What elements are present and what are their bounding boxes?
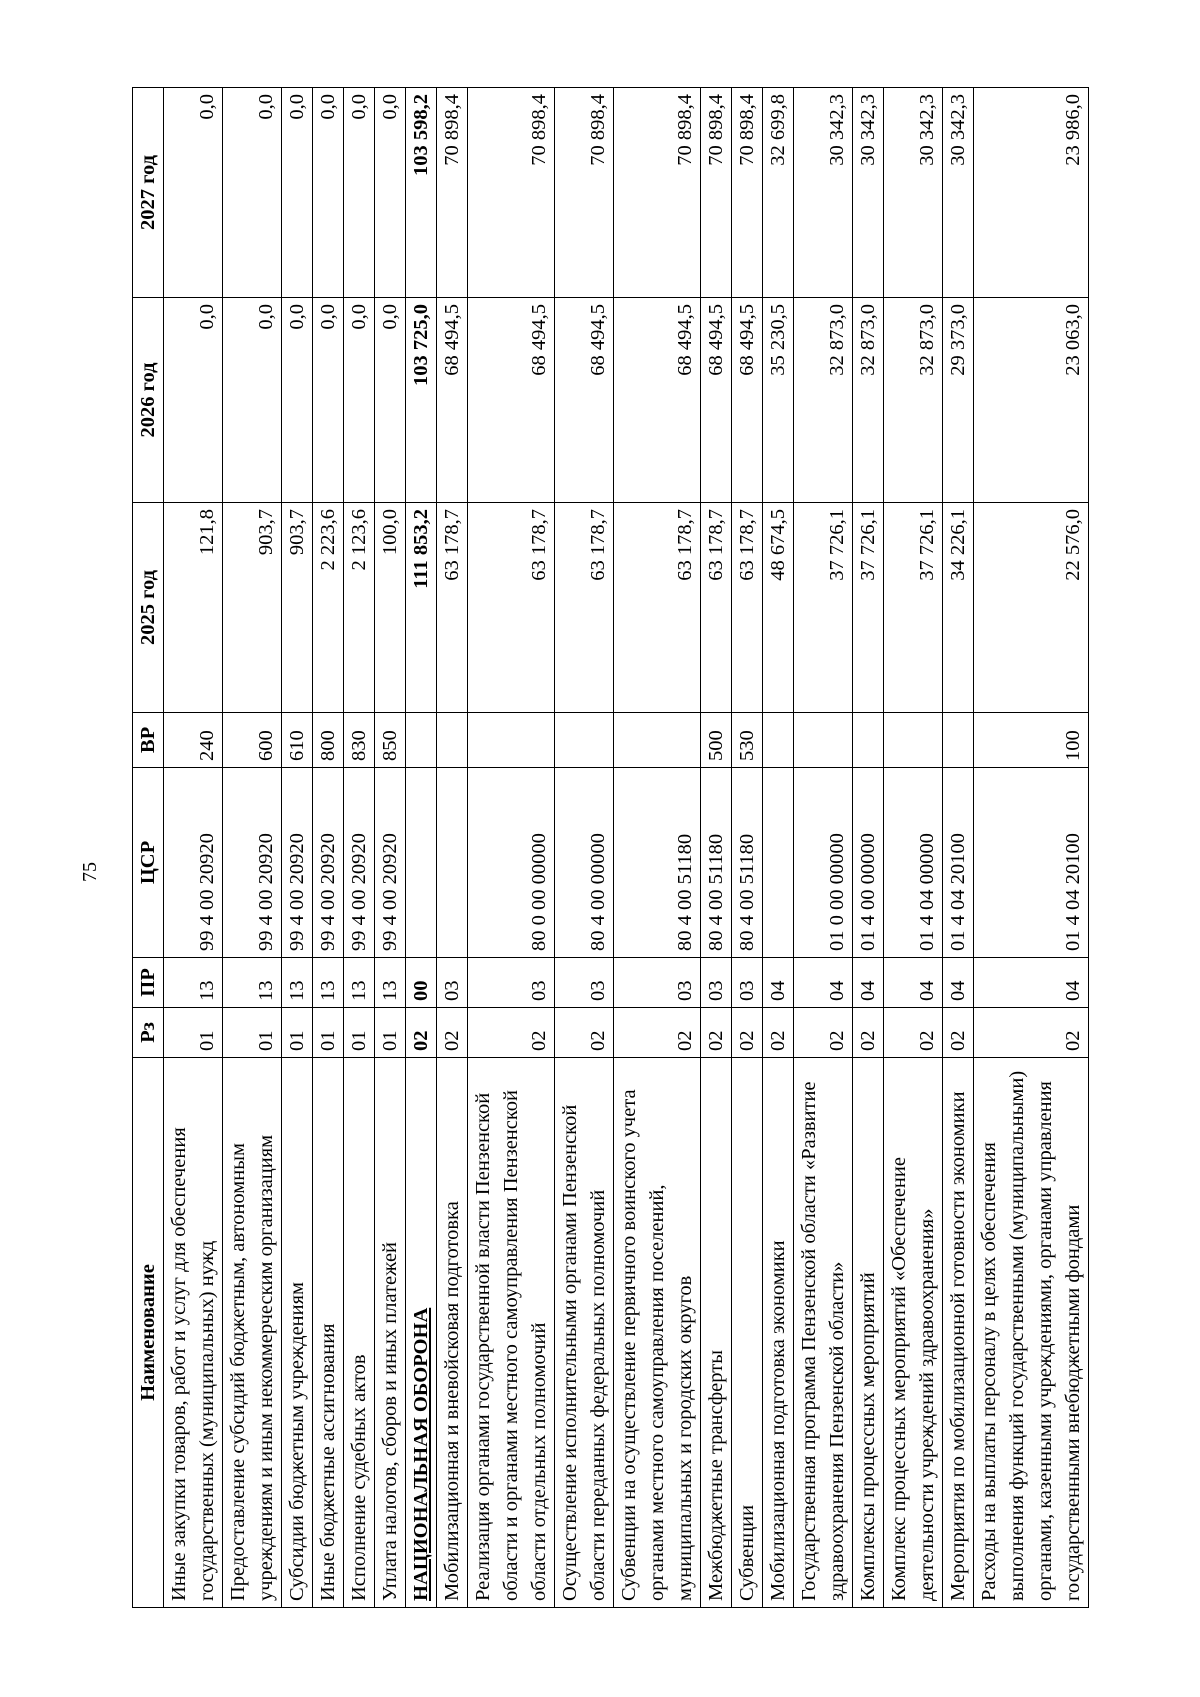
cell-rz: 02 [437,1008,468,1058]
cell-name: Мобилизационная и вневойсковая подготовка [437,1058,468,1608]
cell-pr: 03 [468,958,555,1008]
cell-rz: 02 [701,1008,732,1058]
cell-rz: 02 [732,1008,763,1058]
cell-2025: 2 223,6 [313,503,344,713]
table-row [164,88,223,1608]
cell-2025: 63 178,7 [555,503,614,713]
cell-rz: 01 [164,1008,223,1058]
table-row [701,88,732,1608]
cell-vr: 530 [732,713,763,768]
cell-vr [555,713,614,768]
cell-2026: 29 373,0 [943,298,974,503]
cell-2027: 70 898,4 [555,88,614,298]
header-rz: Рз [133,1008,164,1058]
cell-name: Комплекс процессных мероприятий «Обеспечение деятельности учреждений здравоохранения» [884,1058,943,1608]
cell-vr: 600 [223,713,282,768]
table-row [853,88,884,1608]
cell-vr [943,713,974,768]
cell-2026: 68 494,5 [614,298,701,503]
cell-csr: 80 0 00 00000 [468,768,555,958]
cell-name: Государственная программа Пензенской области «Развитие здравоохранения Пензенской области» [794,1058,853,1608]
cell-2027: 0,0 [344,88,375,298]
cell-pr: 03 [555,958,614,1008]
cell-2027: 70 898,4 [701,88,732,298]
cell-name: Иные закупки товаров, работ и услуг для обеспечения государственных (муниципальных) нужд [164,1058,223,1608]
cell-name: Реализация органами государственной власти Пензенской области и органами местного самоуправления Пензенской области отдельных полномочий [468,1058,555,1608]
cell-rz: 02 [614,1008,701,1058]
table-row [884,88,943,1608]
table-row [974,88,1089,1608]
header-name: Наименование [133,1058,164,1608]
cell-2025: 2 123,6 [344,503,375,713]
cell-csr: 99 4 00 20920 [282,768,313,958]
cell-pr: 13 [223,958,282,1008]
cell-rz: 02 [763,1008,794,1058]
table-row [437,88,468,1608]
cell-csr: 01 4 04 20100 [974,768,1089,958]
cell-2025: 37 726,1 [853,503,884,713]
cell-2026: 68 494,5 [468,298,555,503]
cell-vr [884,713,943,768]
table-body [164,88,1089,1608]
cell-csr: 01 0 00 00000 [794,768,853,958]
cell-pr: 13 [282,958,313,1008]
table-row [468,88,555,1608]
cell-2026: 32 873,0 [853,298,884,503]
cell-2025: 63 178,7 [732,503,763,713]
cell-name: Осуществление исполнительными органами Пензенской области переданных федеральных полномочий [555,1058,614,1608]
cell-2025: 63 178,7 [614,503,701,713]
cell-2026: 68 494,5 [437,298,468,503]
cell-2026: 32 873,0 [884,298,943,503]
cell-pr: 03 [732,958,763,1008]
cell-rz: 01 [223,1008,282,1058]
cell-name: Субвенции на осуществление первичного воинского учета органами местного самоуправления поселений, муниципальных и городских округов [614,1058,701,1608]
budget-table [132,87,1089,1608]
cell-name: Мобилизационная подготовка экономики [763,1058,794,1608]
header-pr: ПР [133,958,164,1008]
cell-2026: 68 494,5 [732,298,763,503]
cell-csr [437,768,468,958]
cell-name: Субсидии бюджетным учреждениям [282,1058,313,1608]
cell-pr: 04 [853,958,884,1008]
cell-csr: 99 4 00 20920 [375,768,406,958]
cell-2025: 111 853,2 [406,503,437,713]
table-row [555,88,614,1608]
cell-csr: 99 4 00 20920 [313,768,344,958]
cell-csr: 01 4 04 20100 [943,768,974,958]
cell-2026: 103 725,0 [406,298,437,503]
cell-2026: 0,0 [164,298,223,503]
cell-2025: 903,7 [282,503,313,713]
cell-2025: 37 726,1 [884,503,943,713]
cell-2026: 0,0 [282,298,313,503]
table-row [763,88,794,1608]
cell-2027: 30 342,3 [853,88,884,298]
cell-name: Исполнение судебных актов [344,1058,375,1608]
table-row [313,88,344,1608]
cell-vr [614,713,701,768]
cell-2026: 68 494,5 [701,298,732,503]
cell-csr: 01 4 00 00000 [853,768,884,958]
cell-rz: 02 [406,1008,437,1058]
cell-2027: 30 342,3 [943,88,974,298]
cell-csr: 99 4 00 20920 [344,768,375,958]
cell-2027: 0,0 [223,88,282,298]
cell-vr: 240 [164,713,223,768]
cell-2026: 0,0 [344,298,375,503]
cell-vr [853,713,884,768]
cell-name: Субвенции [732,1058,763,1608]
table-row [943,88,974,1608]
budget-table-container [132,88,1082,1608]
cell-vr: 800 [313,713,344,768]
table-row [344,88,375,1608]
cell-2025: 121,8 [164,503,223,713]
cell-2027: 32 699,8 [763,88,794,298]
cell-pr: 04 [884,958,943,1008]
cell-pr: 03 [614,958,701,1008]
cell-vr: 830 [344,713,375,768]
cell-vr [406,713,437,768]
cell-2025: 63 178,7 [701,503,732,713]
cell-vr: 850 [375,713,406,768]
cell-csr: 80 4 00 51180 [732,768,763,958]
cell-pr: 04 [974,958,1089,1008]
cell-2026: 0,0 [223,298,282,503]
cell-2027: 70 898,4 [437,88,468,298]
header-csr: ЦСР [133,768,164,958]
cell-rz: 02 [794,1008,853,1058]
cell-2027: 30 342,3 [884,88,943,298]
cell-name: Мероприятия по мобилизационной готовности экономики [943,1058,974,1608]
cell-pr: 00 [406,958,437,1008]
cell-2025: 100,0 [375,503,406,713]
cell-pr: 03 [437,958,468,1008]
cell-name: Иные бюджетные ассигнования [313,1058,344,1608]
cell-name: НАЦИОНАЛЬНАЯ ОБОРОНА [406,1058,437,1608]
cell-pr: 13 [344,958,375,1008]
table-row [223,88,282,1608]
cell-2027: 103 598,2 [406,88,437,298]
cell-vr [763,713,794,768]
cell-vr: 500 [701,713,732,768]
cell-csr [406,768,437,958]
cell-2025: 48 674,5 [763,503,794,713]
cell-vr [794,713,853,768]
cell-pr: 13 [375,958,406,1008]
table-row [794,88,853,1608]
cell-csr: 01 4 04 00000 [884,768,943,958]
cell-2026: 23 063,0 [974,298,1089,503]
cell-2027: 30 342,3 [794,88,853,298]
cell-2026: 68 494,5 [555,298,614,503]
cell-pr: 13 [164,958,223,1008]
cell-2027: 0,0 [313,88,344,298]
cell-rz: 02 [943,1008,974,1058]
table-row [614,88,701,1608]
cell-2026: 35 230,5 [763,298,794,503]
cell-csr: 80 4 00 51180 [701,768,732,958]
cell-2026: 0,0 [375,298,406,503]
cell-2025: 63 178,7 [468,503,555,713]
cell-vr [468,713,555,768]
cell-rz: 01 [344,1008,375,1058]
cell-pr: 13 [313,958,344,1008]
cell-rz: 02 [884,1008,943,1058]
cell-2025: 37 726,1 [794,503,853,713]
table-row [375,88,406,1608]
header-2027: 2027 год [133,88,164,298]
table-row [732,88,763,1608]
cell-2027: 23 986,0 [974,88,1089,298]
cell-pr: 04 [943,958,974,1008]
cell-csr: 99 4 00 20920 [223,768,282,958]
table-row [282,88,313,1608]
cell-rz: 01 [282,1008,313,1058]
cell-pr: 04 [794,958,853,1008]
cell-2027: 0,0 [282,88,313,298]
cell-2027: 0,0 [164,88,223,298]
cell-csr: 99 4 00 20920 [164,768,223,958]
table-row [406,88,437,1608]
cell-vr: 610 [282,713,313,768]
cell-name: Уплата налогов, сборов и иных платежей [375,1058,406,1608]
cell-csr [763,768,794,958]
cell-rz: 02 [974,1008,1089,1058]
cell-2025: 22 576,0 [974,503,1089,713]
header-vr: ВР [133,713,164,768]
header-2025: 2025 год [133,503,164,713]
cell-2027: 70 898,4 [732,88,763,298]
cell-rz: 02 [555,1008,614,1058]
cell-pr: 04 [763,958,794,1008]
cell-csr: 80 4 00 51180 [614,768,701,958]
cell-rz: 02 [468,1008,555,1058]
cell-2027: 0,0 [375,88,406,298]
cell-vr: 100 [974,713,1089,768]
cell-2027: 70 898,4 [468,88,555,298]
cell-2025: 63 178,7 [437,503,468,713]
cell-csr: 80 4 00 00000 [555,768,614,958]
cell-name: Межбюджетные трансферты [701,1058,732,1608]
cell-2026: 32 873,0 [794,298,853,503]
cell-rz: 02 [853,1008,884,1058]
cell-2025: 903,7 [223,503,282,713]
table-header-row [133,88,164,1608]
cell-vr [437,713,468,768]
cell-rz: 01 [375,1008,406,1058]
header-2026: 2026 год [133,298,164,503]
page-number: 75 [79,862,101,882]
cell-2025: 34 226,1 [943,503,974,713]
cell-name: Предоставление субсидий бюджетным, автономным учреждениям и иным некоммерческим организациям [223,1058,282,1608]
cell-2026: 0,0 [313,298,344,503]
cell-2027: 70 898,4 [614,88,701,298]
cell-pr: 03 [701,958,732,1008]
cell-name: Расходы на выплаты персоналу в целях обеспечения выполнения функций государственными (муниципальными) органами, казенными учреждениями, органами управления государственными внебюджетными фондами [974,1058,1089,1608]
cell-rz: 01 [313,1008,344,1058]
cell-name: Комплексы процессных мероприятий [853,1058,884,1608]
